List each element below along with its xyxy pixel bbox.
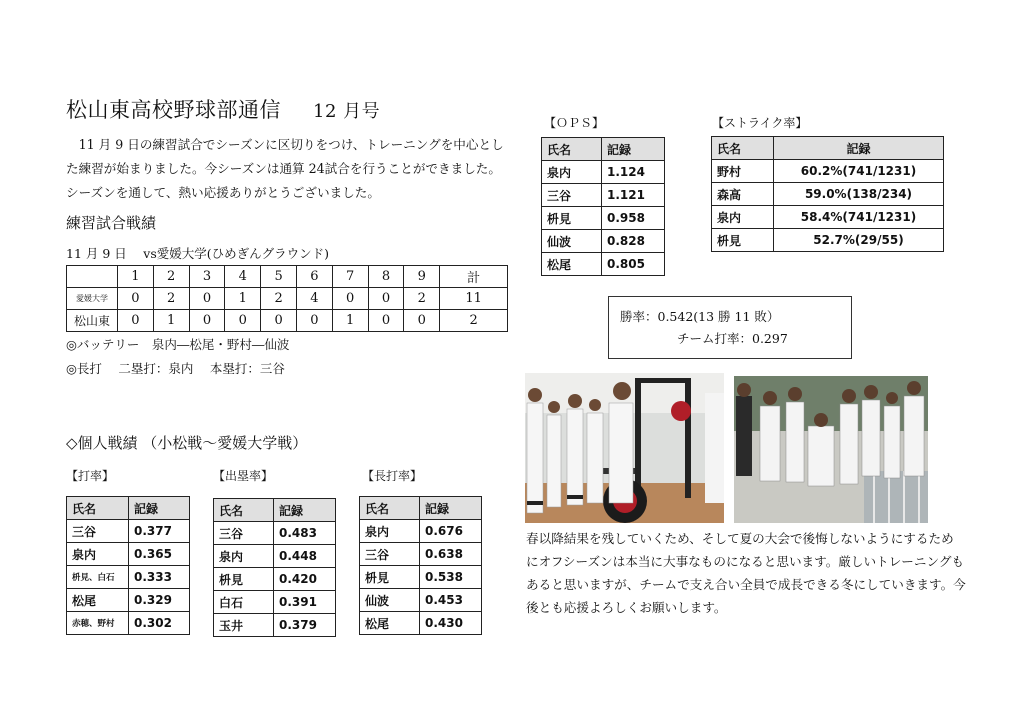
score-cell: 0 <box>296 310 332 332</box>
team-photo <box>734 376 928 523</box>
table-row <box>214 522 336 545</box>
team-header-cell <box>67 266 118 288</box>
team-name: 愛媛大学 <box>67 288 118 310</box>
score-cell: 0 <box>225 310 261 332</box>
player-name: 泉内 <box>712 206 774 229</box>
player-name: 三谷 <box>214 522 274 545</box>
player-name: 三谷 <box>542 184 602 207</box>
record-value: 0.379 <box>274 614 336 637</box>
table-header-row <box>542 138 665 161</box>
score-cell: 0 <box>368 288 404 310</box>
table-row <box>67 520 190 543</box>
header-name: 氏名 <box>214 499 274 522</box>
inning-cell: 7 <box>332 266 368 288</box>
player-name: 泉内 <box>214 545 274 568</box>
onbase-label: 【出塁率】 <box>213 469 274 483</box>
score-cell: 2 <box>153 288 189 310</box>
table-row <box>214 591 336 614</box>
table-row <box>542 161 665 184</box>
header-name: 氏名 <box>360 497 420 520</box>
batting-label: 【打率】 <box>66 469 115 483</box>
inning-cell: 3 <box>189 266 225 288</box>
team-batting-average: チーム打率：0.297 <box>677 331 788 346</box>
player-name: 玉井 <box>214 614 274 637</box>
total-cell: 2 <box>440 310 508 332</box>
strike-table <box>711 136 944 252</box>
inning-cell: 4 <box>225 266 261 288</box>
table-row <box>712 183 944 206</box>
player-name: 泉内 <box>67 543 129 566</box>
table-row <box>214 545 336 568</box>
player-name: 三谷 <box>67 520 129 543</box>
battery-line: ◎バッテリー 泉内―松尾・野村―仙波 <box>66 337 290 352</box>
win-rate: 勝率：0.542(13 勝 11 敗） <box>620 309 780 324</box>
score-cell: 0 <box>404 310 440 332</box>
player-name: 枡見 <box>360 566 420 589</box>
weight-room-illustration <box>525 373 724 523</box>
player-name: 森高 <box>712 183 774 206</box>
record-value: 0.828 <box>602 230 665 253</box>
player-name: 松尾 <box>67 589 129 612</box>
longhits-line: ◎長打 二塁打：泉内 本塁打：三谷 <box>66 361 285 376</box>
ops-label: 【ＯＰＳ】 <box>544 116 605 130</box>
record-value: 0.448 <box>274 545 336 568</box>
table-row <box>712 229 944 252</box>
record-value: 0.333 <box>129 566 190 589</box>
record-value: 0.958 <box>602 207 665 230</box>
table-row <box>360 612 482 635</box>
practice-heading: 練習試合戦績 <box>66 214 157 232</box>
table-header-row <box>214 499 336 522</box>
issue-label: 12 月号 <box>313 101 381 122</box>
record-value: 0.430 <box>420 612 482 635</box>
player-name: 仙波 <box>542 230 602 253</box>
table-row <box>712 206 944 229</box>
training-photo <box>525 373 724 523</box>
table-row <box>214 614 336 637</box>
record-value: 59.0%(138/234) <box>774 183 944 206</box>
record-value: 1.121 <box>602 184 665 207</box>
slugging-label: 【長打率】 <box>362 469 423 483</box>
record-value: 0.420 <box>274 568 336 591</box>
score-cell: 0 <box>189 310 225 332</box>
header-name: 氏名 <box>67 497 129 520</box>
table-header-row <box>360 497 482 520</box>
header-record: 記録 <box>602 138 665 161</box>
team-name: 松山東 <box>67 310 118 332</box>
inning-cell: 9 <box>404 266 440 288</box>
header-record: 記録 <box>774 137 944 160</box>
score-cell: 1 <box>332 310 368 332</box>
innings-row <box>67 266 508 288</box>
record-value: 0.805 <box>602 253 665 276</box>
onbase-table <box>213 498 336 637</box>
player-name: 泉内 <box>360 520 420 543</box>
record-value: 0.638 <box>420 543 482 566</box>
table-row <box>360 543 482 566</box>
table-row <box>67 612 190 635</box>
title-text: 松山東高校野球部通信 <box>66 98 281 122</box>
table-row <box>542 230 665 253</box>
score-cell: 0 <box>118 288 154 310</box>
player-name: 枡見 <box>542 207 602 230</box>
ops-table <box>541 137 665 276</box>
score-cell: 2 <box>261 288 297 310</box>
record-value: 0.391 <box>274 591 336 614</box>
score-cell: 0 <box>261 310 297 332</box>
record-value: 0.329 <box>129 589 190 612</box>
player-name: 仙波 <box>360 589 420 612</box>
record-value: 0.377 <box>129 520 190 543</box>
batting-table <box>66 496 190 635</box>
record-value: 0.676 <box>420 520 482 543</box>
player-name: 赤穂、野村 <box>67 612 129 635</box>
inning-cell: 5 <box>261 266 297 288</box>
record-value: 1.124 <box>602 161 665 184</box>
record-value: 0.483 <box>274 522 336 545</box>
score-cell: 0 <box>118 310 154 332</box>
inning-cell: 8 <box>368 266 404 288</box>
intro-paragraph: 11 月 9 日の練習試合でシーズンに区切りをつけ、トレーニングを中心とした練習が始まりました。今シーズンは通算 24試合を行うことができました。シーズンを通して、熱い応援ありがとうございました。 <box>66 137 504 200</box>
inning-cell: 6 <box>296 266 332 288</box>
record-value: 52.7%(29/55) <box>774 229 944 252</box>
player-name: 枡見 <box>214 568 274 591</box>
slugging-table <box>359 496 482 635</box>
game-line: 11 月 9 日 vs愛媛大学(ひめぎんグラウンド) <box>66 246 329 261</box>
inning-cell: 2 <box>153 266 189 288</box>
table-row <box>712 160 944 183</box>
closing-paragraph: 春以降結果を残していくため、そして夏の大会で後悔しないようにするためにオフシーズンは本当に大事なものになると思います。厳しいトレーニングもあると思いますが、チームで支え合い全員で成長できる冬にしていきます。今後とも応援よろしくお願いします。 <box>526 531 966 615</box>
score-cell: 0 <box>189 288 225 310</box>
table-header-row <box>712 137 944 160</box>
player-name: 松尾 <box>542 253 602 276</box>
record-value: 0.365 <box>129 543 190 566</box>
table-row <box>542 253 665 276</box>
table-row <box>67 589 190 612</box>
inning-cell: 1 <box>118 266 154 288</box>
scoreboard <box>66 265 508 332</box>
score-row-matsuyama <box>67 310 508 332</box>
player-name: 泉内 <box>542 161 602 184</box>
score-cell: 1 <box>153 310 189 332</box>
record-value: 0.302 <box>129 612 190 635</box>
table-row <box>67 566 190 589</box>
newsletter-title <box>66 94 380 124</box>
table-row <box>67 543 190 566</box>
personal-heading: ◇個人戦績 （小松戦～愛媛大学戦） <box>66 434 308 452</box>
score-cell: 0 <box>332 288 368 310</box>
header-name: 氏名 <box>542 138 602 161</box>
player-name: 松尾 <box>360 612 420 635</box>
table-row <box>360 589 482 612</box>
header-name: 氏名 <box>712 137 774 160</box>
total-cell: 11 <box>440 288 508 310</box>
header-record: 記録 <box>420 497 482 520</box>
player-name: 枡見、白石 <box>67 566 129 589</box>
score-cell: 1 <box>225 288 261 310</box>
player-name: 白石 <box>214 591 274 614</box>
table-row <box>542 207 665 230</box>
table-row <box>360 520 482 543</box>
record-value: 58.4%(741/1231) <box>774 206 944 229</box>
table-header-row <box>67 497 190 520</box>
table-row <box>214 568 336 591</box>
score-row-ehime <box>67 288 508 310</box>
score-cell: 2 <box>404 288 440 310</box>
team-stats-box <box>608 296 852 359</box>
total-header-cell: 計 <box>440 266 508 288</box>
player-name: 野村 <box>712 160 774 183</box>
record-value: 0.538 <box>420 566 482 589</box>
header-record: 記録 <box>129 497 190 520</box>
header-record: 記録 <box>274 499 336 522</box>
player-name: 三谷 <box>360 543 420 566</box>
player-name: 枡見 <box>712 229 774 252</box>
score-cell: 0 <box>368 310 404 332</box>
table-row <box>360 566 482 589</box>
team-outdoor-illustration <box>734 376 928 523</box>
record-value: 0.453 <box>420 589 482 612</box>
score-cell: 4 <box>296 288 332 310</box>
record-value: 60.2%(741/1231) <box>774 160 944 183</box>
table-row <box>542 184 665 207</box>
strike-label: 【ストライク率】 <box>712 116 808 130</box>
